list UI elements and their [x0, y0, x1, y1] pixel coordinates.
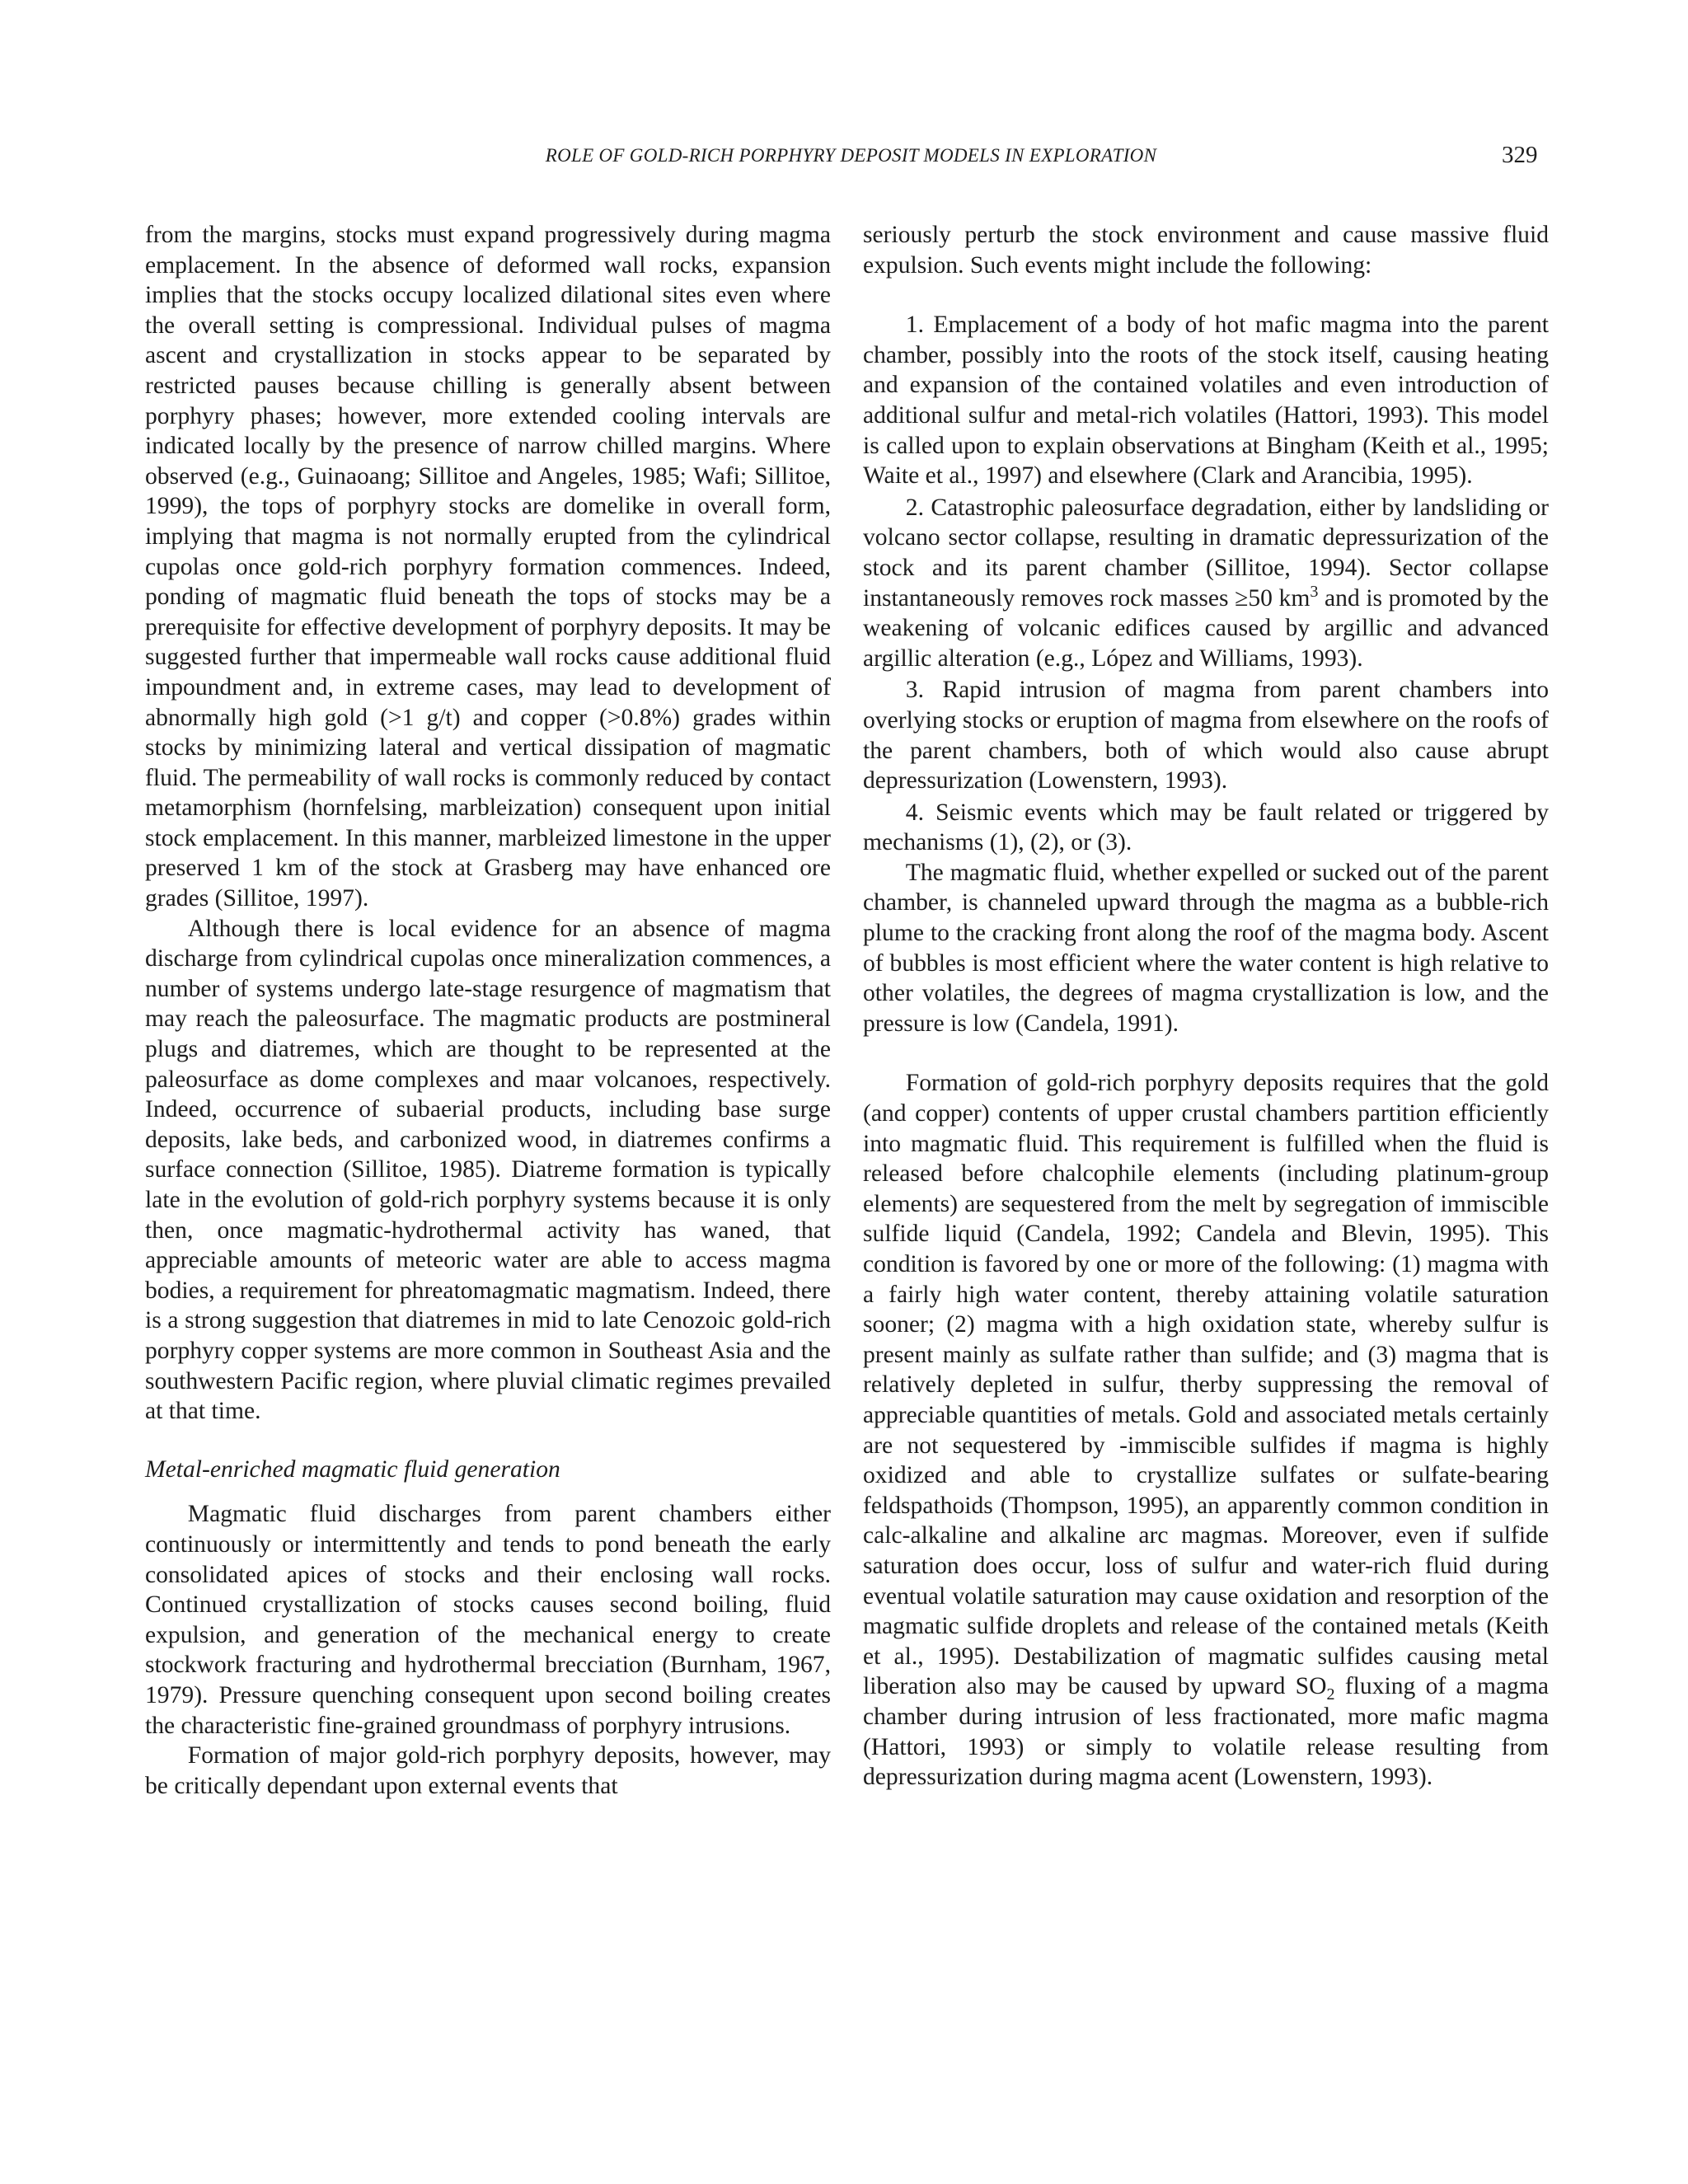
list-item: 1. Emplacement of a body of hot mafic magma into the parent chamber, possibly into the roots of the stock itself, causing heating and expansion of the contained volatiles and even introduction of additional sulfur and metal-rich volatiles (Hattori, 1993). This model is called upon to explain observations at Bingham (Keith et al., 1995; Waite et al., 1997) and elsewhere (Clark and Arancibia, 1995).	[863, 312, 1549, 490]
text-run: 2. Catastrophic paleosurface degradation, either by landsliding or volcano sector collapse, resulting in dramatic depressurization of the stock and its parent chamber (Sillitoe, 1994). Sector collapse instantaneously removes rock masses ≥50 km	[863, 494, 1549, 612]
paragraph: Although there is local evidence for an absence of magma discharge from cylindrical cupolas once mineralization commences, a number of systems undergo late-stage resurgence of magmatism that may reach the paleosurface. The magmatic products are postmineral plugs and diatremes, which are thought to be represented at the paleosurface as dome complexes and maar volcanoes, respectively. Indeed, occurrence of subaerial products, including base surge deposits, lake beds, and carbonized wood, in diatremes confirms a surface connection (Sillitoe, 1985). Diatreme formation is typically late in the evolution of gold-rich porphyry systems because it is only then, once magmatic-hydrothermal activity has waned, that appreciable amounts of meteoric water are able to access magma bodies, a requirement for phreatomagmatic magmatism. Indeed, there is a strong suggestion that diatremes in mid to late Cenozoic gold-rich porphyry copper systems are more common in Southeast Asia and the southwestern Pacific region, where pluvial climatic regimes prevailed at that time.	[145, 915, 831, 1425]
paragraph: seriously perturb the stock environment and cause massive fluid expulsion. Such events might include the following:	[863, 222, 1549, 279]
list-item: 4. Seismic events which may be fault related or triggered by mechanisms (1), (2), or (3).	[863, 799, 1549, 856]
superscript: 3	[1310, 582, 1319, 601]
list-item	[863, 493, 1549, 674]
section-heading: Metal-enriched magmatic fluid generation	[145, 1455, 560, 1483]
running-head: ROLE OF GOLD-RICH PORPHYRY DEPOSIT MODELS IN EXPLORATION	[545, 145, 1157, 166]
left-column	[145, 220, 831, 1801]
text-run: and is promoted by the weakening of volcanic edifices caused by argillic and advanced argillic alteration (e.g., López and Williams, 1993).	[863, 584, 1549, 672]
paragraph: from the margins, stocks must expand progressively during magma emplacement. In the absence of deformed wall rocks, expansion implies that the stocks occupy localized dilational sites even where the overall setting is compressional. Individual pulses of magma ascent and crystallization in stocks appear to be separated by restricted pauses because chilling is generally absent between porphyry phases; however, more extended cooling intervals are indicated locally by the presence of narrow chilled margins. Where observed (e.g., Guinaoang; Sillitoe and Angeles, 1985; Wafi; Sillitoe, 1999), the tops of porphyry stocks are domelike in overall form, implying that magma is not normally erupted from the cylindrical cupolas once gold-rich porphyry formation commences. Indeed, ponding of magmatic fluid beneath the tops of stocks may be a prerequisite for effective development of porphyry deposits. It may be suggested further that impermeable wall rocks cause additional fluid impoundment and, in extreme cases, may lead to development of abnormally high gold (>1 g/t) and copper (>0.8%) grades within stocks by minimizing lateral and vertical dissipation of magmatic fluid. The permeability of wall rocks is commonly reduced by contact metamorphism (hornfelsing, marbleization) consequent upon initial stock emplacement. In this manner, marbleized limestone in the upper preserved 1 km of the stock at Grasberg may have enhanced ore grades (Sillitoe, 1997).	[145, 222, 831, 912]
paragraph: Magmatic fluid discharges from parent chambers either continuously or intermittently and tends to pond beneath the early consolidated apices of stocks and their enclosing wall rocks. Continued crystallization of stocks causes second boiling, fluid expulsion, and generation of the mechanical energy to create stockwork fracturing and hydrothermal brecciation (Burnham, 1967, 1979). Pressure quenching consequent upon second boiling creates the characteristic fine-grained groundmass of porphyry intrusions.	[145, 1501, 831, 1739]
subscript: 2	[1326, 1685, 1335, 1704]
paragraph: Formation of major gold-rich porphyry deposits, however, may be critically dependant upon external events that	[145, 1742, 831, 1799]
text-run: fluxing of a magma chamber during intrusion of less fractionated, more mafic magma (Hattori, 1993) or simply to volatile release resulting from depressurization during magma acent (Lowenstern, 1993).	[863, 1673, 1549, 1791]
text-run: Formation of gold-rich porphyry deposits requires that the gold (and copper) contents of upper crustal chambers partition efficiently into magmatic fluid. This requirement is fulfilled when the fluid is released before chalcophile elements (including platinum-group elements) are sequestered from the melt by segregation of immiscible sulfide liquid (Candela, 1992; Candela and Blevin, 1995). This condition is favored by one or more of the following: (1) magma with a fairly high water content, thereby attaining volatile saturation sooner; (2) magma with a high oxidation state, whereby sulfur is present mainly as sulfate rather than sulfide; and (3) magma that is relatively depleted in sulfur, therby suppressing the removal of appreciable quantities of metals. Gold and associated metals certainly are not sequestered by -immiscible sulfides if magma is highly oxidized and able to crystallize sulfates or sulfate-bearing feldspathoids (Thompson, 1995), an apparently common condition in calc-alkaline and alkaline arc magmas. Moreover, even if sulfide saturation does occur, loss of sulfur and water-rich fluid during eventual volatile saturation may cause oxidation and resorption of the magmatic sulfide droplets and release of the contained metals (Keith et al., 1995). Destabilization of magmatic sulfides causing metal liberation also may be caused by upward SO	[863, 1070, 1549, 1700]
paragraph: The magmatic fluid, whether expelled or sucked out of the parent chamber, is channeled upward through the magma as a bubble-rich plume to the cracking front along the roof of the magma body. Ascent of bubbles is most efficient where the water content is high relative to other volatiles, the degrees of magma crystallization is low, and the pressure is low (Candela, 1991).	[863, 859, 1549, 1037]
page-number: 329	[1502, 142, 1538, 168]
list-item: 3. Rapid intrusion of magma from parent chambers into overlying stocks or eruption of magma from elsewhere on the roofs of the parent chambers, both of which would also cause abrupt depressurization (Lowenstern, 1993).	[863, 677, 1549, 794]
right-column	[863, 220, 1549, 1793]
paragraph	[863, 1068, 1549, 1792]
